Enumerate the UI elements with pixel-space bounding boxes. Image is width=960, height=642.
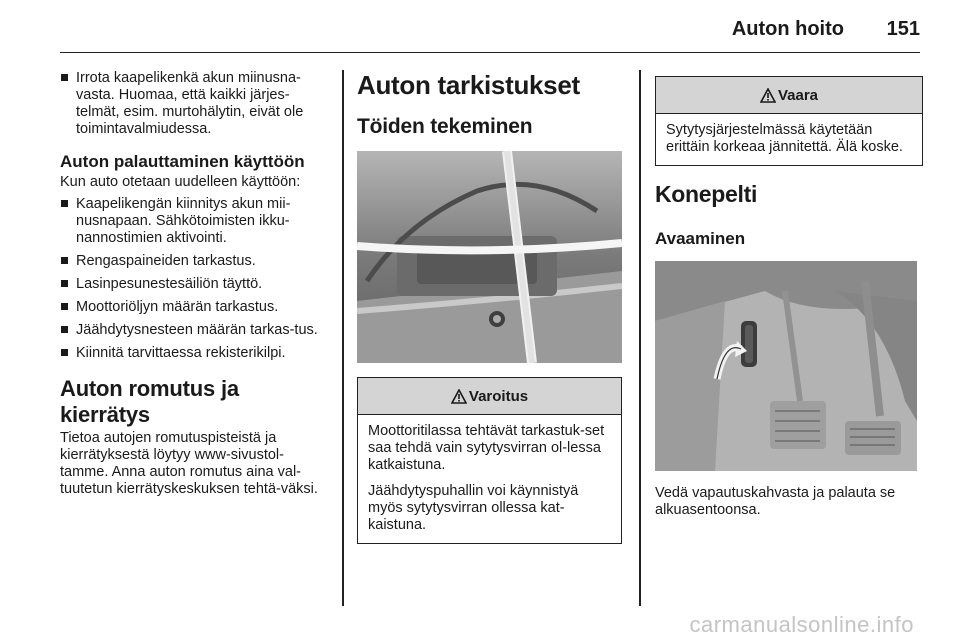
list-item: Rengaspaineiden tarkastus. [60,253,328,270]
bonnet-heading: Konepelti [655,181,758,207]
bullet-icon [61,74,68,81]
warning-header [358,378,621,415]
column-left [60,70,328,504]
warning-body [358,415,621,543]
bullet-icon [61,349,68,356]
list-item: Kaapelikengän kiinnitys akun mii-nusnapaan. Sähkötoimisten ikku-nannostimien aktivointi. [60,196,328,247]
section-title: Auton hoito [731,18,844,40]
warning-paragraph: Jäähdytyspuhallin voi käynnistyä myös sytytysvirran ollessa kat-kaistuna. [368,483,579,533]
column-divider [639,70,641,606]
danger-title: Vaara [777,86,819,104]
release-lever-photo [655,261,917,471]
checks-heading: Auton tarkistukset [357,70,580,100]
reactivation-lead: Kun auto otetaan uudelleen käyttöön: [60,174,301,190]
list-item: Moottoriöljyn määrän tarkastus. [60,299,328,316]
list-item: Irrota kaapelikenkä akun miinusna-vasta. Huomaa, että kaikki järjes-telmät, esim. murtohälytin, eivät ole toimintavalmiudessa. [60,70,328,138]
recycling-text: Tietoa autojen romutuspisteistä ja kierrätyksestä löytyy www-sivustol-tamme. Anna auton romutus aina val-tuutetun kierrätyskeskuksen tehtä-väksi. [60,430,318,497]
danger-text: Sytytysjärjestelmässä käytetään erittäin korkeaa jännitettä. Älä koske. [666,122,903,155]
list-item: Kiinnitä tarvittaessa rekisterikilpi. [60,345,328,362]
intro-list [60,70,328,138]
bullet-icon [61,326,68,333]
recycling-heading: Auton romutus ja kierrätys [60,376,239,427]
warning-triangle-icon [760,88,776,103]
warning-title: Varoitus [468,387,529,405]
danger-box [655,76,923,166]
bullet-icon [61,200,68,207]
engine-bay-illustration [357,151,622,363]
danger-body [656,114,922,165]
reactivation-heading: Auton palauttaminen käyttöön [60,152,305,171]
release-lever-illustration [655,261,917,471]
page-header [60,14,920,53]
page-number: 151 [886,18,920,40]
opening-heading: Avaaminen [655,229,746,248]
warning-paragraph: Moottoritilassa tehtävät tarkastuk-set saa tehdä vain sytytysvirran ol-lessa katkaistuna. [368,423,605,473]
warning-triangle-icon [451,389,467,404]
release-caption: Vedä vapautuskahvasta ja palauta se alkuasentoonsa. [655,485,896,518]
bullet-icon [61,280,68,287]
column-divider [342,70,344,606]
danger-header [656,77,922,114]
column-middle [357,70,622,544]
bullet-icon [61,303,68,310]
column-right [655,76,923,525]
list-item: Lasinpesunestesäiliön täyttö. [60,276,328,293]
reactivation-list [60,196,328,362]
engine-bay-photo [357,151,622,363]
warning-box [357,377,622,544]
work-heading: Töiden tekeminen [357,115,533,138]
list-item: Jäähdytysnesteen määrän tarkas-tus. [60,322,328,339]
watermark: carmanualsonline.info [689,612,914,637]
bullet-icon [61,257,68,264]
